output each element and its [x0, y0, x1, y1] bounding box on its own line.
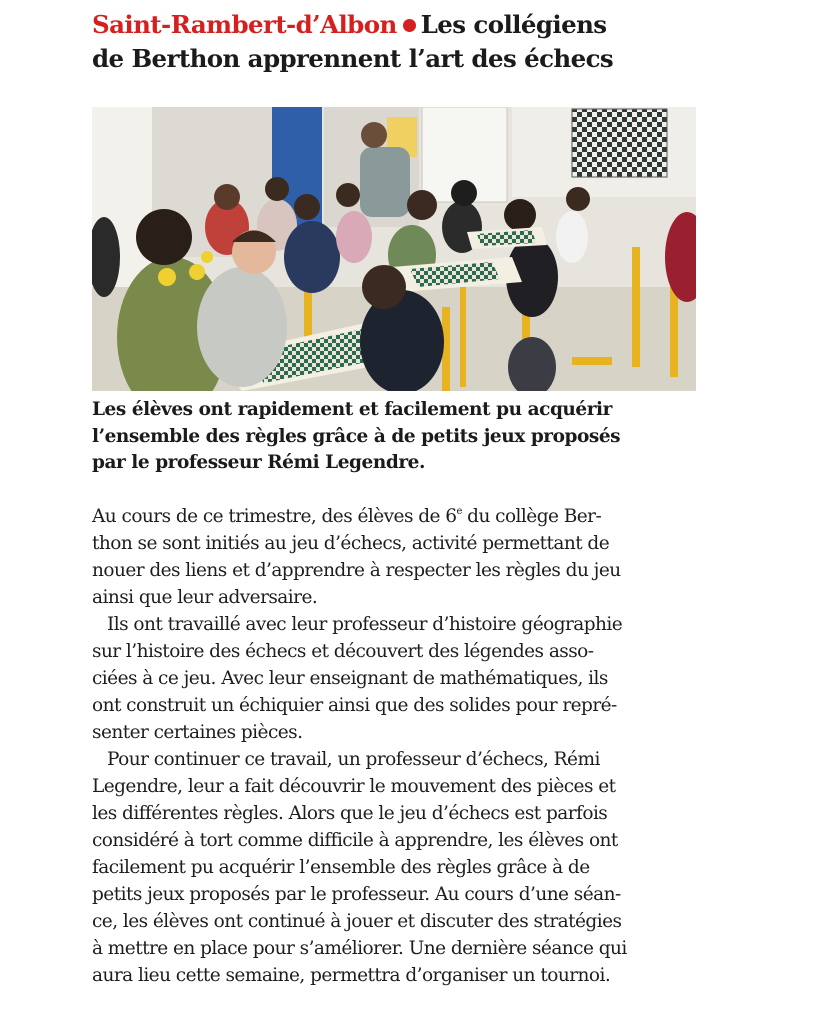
article-body: [92, 503, 712, 989]
photo-caption: [92, 397, 712, 477]
photo-illustration: [92, 107, 696, 391]
body-line: senter certaines pièces.: [92, 722, 303, 743]
body-line: ciées à ce jeu. Avec leur enseignant de mathématiques, ils: [92, 668, 608, 689]
body-line: Pour continuer ce travail, un professeur d’échecs, Rémi: [107, 749, 600, 770]
headline-title-part-2: de Berthon apprennent l’art des échecs: [92, 44, 614, 73]
body-line-0-end: du collège Ber-: [461, 506, 602, 527]
caption-line: Les élèves ont rapidement et facilement pu acquérir: [92, 399, 612, 420]
body-line: considéré à tort comme difficile à apprendre, les élèves ont: [92, 830, 618, 851]
body-line: Ils ont travaillé avec leur professeur d’histoire géographie: [107, 614, 623, 635]
headline: [92, 8, 732, 76]
body-line: les différentes règles. Alors que le jeu d’échecs est parfois: [92, 803, 608, 824]
body-line: sur l’histoire des échecs et découvert des légendes asso-: [92, 641, 594, 662]
ordinal-superscript: e: [456, 506, 462, 517]
body-line: nouer des liens et d’apprendre à respecter les règles du jeu: [92, 560, 621, 581]
body-line: aura lieu cette semaine, permettra d’organiser un tournoi.: [92, 965, 611, 986]
chess-classroom-photo: [92, 107, 696, 391]
body-line: petits jeux proposés par le professeur. Au cours d’une séan-: [92, 884, 621, 905]
body-line: thon se sont initiés au jeu d’échecs, activité permettant de: [92, 533, 610, 554]
body-line: Legendre, leur a fait découvrir le mouvement des pièces et: [92, 776, 616, 797]
caption-line: par le professeur Rémi Legendre.: [92, 452, 425, 473]
headline-title-part-1: Les collégiens: [420, 10, 607, 39]
body-line: ce, les élèves ont continué à jouer et discuter des stratégies: [92, 911, 622, 932]
headline-location: Saint-Rambert-d’Albon: [92, 10, 397, 39]
bullet-dot-icon: [403, 19, 416, 32]
body-line-0-start: Au cours de ce trimestre, des élèves de 6: [92, 506, 457, 527]
caption-line: l’ensemble des règles grâce à de petits jeux proposés: [92, 425, 621, 447]
body-line: ont construit un échiquier ainsi que des solides pour repré-: [92, 695, 617, 716]
headline-line-1: [92, 8, 732, 42]
body-line: [92, 503, 712, 530]
body-line: à mettre en place pour s’améliorer. Une dernière séance qui: [92, 938, 627, 959]
body-line: ainsi que leur adversaire.: [92, 587, 318, 608]
body-line: facilement pu acquérir l’ensemble des règles grâce à de: [92, 857, 590, 878]
